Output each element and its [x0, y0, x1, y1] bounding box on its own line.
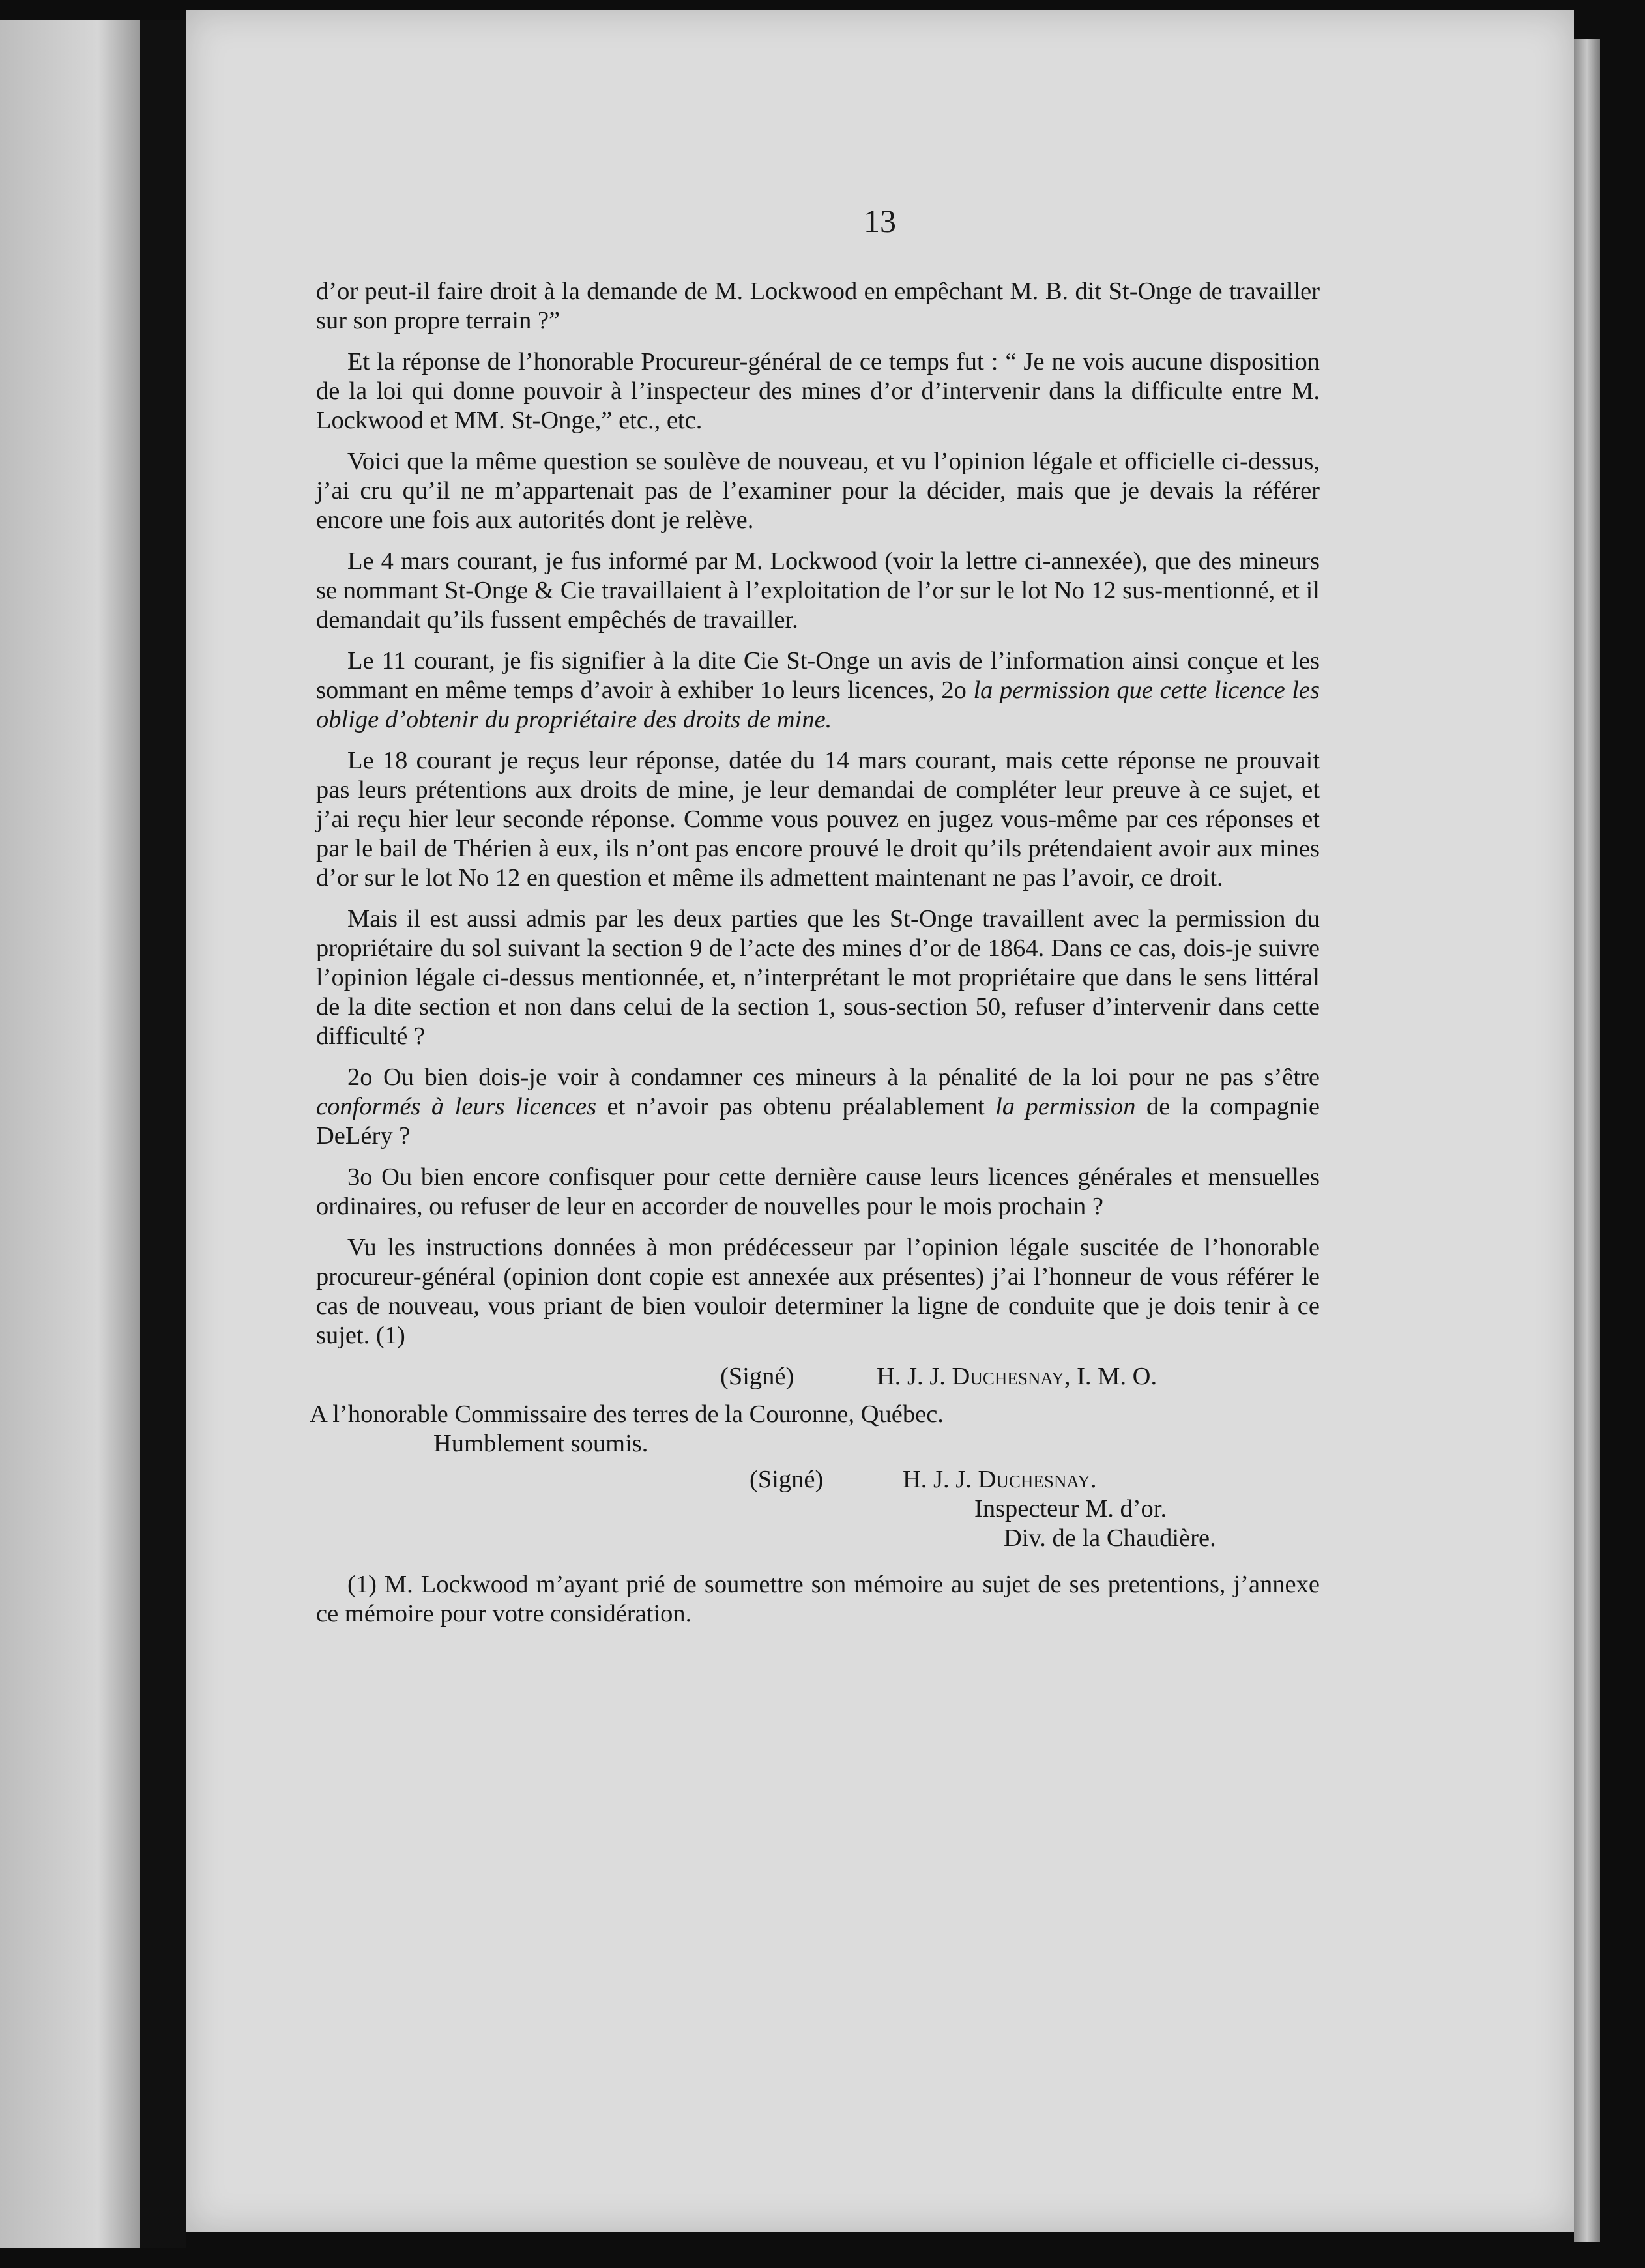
page-number: 13 [864, 203, 896, 239]
page-stack-edge [1574, 39, 1600, 2242]
body-text [310, 277, 1320, 1640]
paragraph-8-italic-d: la permission [995, 1093, 1136, 1120]
signature-name-2: H. J. J. Duchesnay. [903, 1466, 1097, 1493]
submission-line [316, 1429, 1320, 1459]
paragraph-5-text: Le 11 courant, je fis signifier à la dite Cie St-Onge un avis de l’information ainsi conçue et les sommant en même temps d’avoir à exhiber 1o leurs licences, 2o [316, 647, 1320, 704]
address-recipient: A l’honorable Commissaire des terres de la Couronne, Québec. [310, 1401, 944, 1428]
signature-block-1 [316, 1362, 1320, 1395]
book-gutter [140, 20, 186, 2248]
paragraph-8 [316, 1063, 1320, 1151]
address-line [310, 1400, 1320, 1429]
paragraph-2: Et la réponse de l’honorable Procureur-général de ce temps fut : “ Je ne vois aucune disposition de la loi qui donne pouvoir à l’inspecteur des mines d’or d’intervenir dans la difficulte entre M. Lockwood et MM. St-Onge,” etc., etc. [316, 348, 1320, 434]
signature-title-line-2 [316, 1524, 1320, 1553]
signature-block-2 [316, 1465, 1320, 1494]
signature-title-1: Inspecteur M. d’or. [974, 1495, 1167, 1522]
paragraph-10: Vu les instructions données à mon prédécesseur par l’opinion légale suscitée de l’honorable procureur-général (opinion dont copie est annexée aux présentes) j’ai l’honneur de vous référer le cas de nouveau, vous priant de bien vouloir determiner la ligne de conduite que je dois tenir à ce sujet. (1) [316, 1234, 1320, 1349]
paragraph-8-text-e: de la compagnie DeLéry ? [316, 1093, 1320, 1150]
signed-label-2: (Signé) [750, 1466, 824, 1493]
footnote: (1) M. Lockwood m’ayant prié de soumettre son mémoire au sujet de ses pretentions, j’annexe ce mémoire pour votre considération. [316, 1571, 1320, 1627]
paragraph-9: 3o Ou bien encore confisquer pour cette dernière cause leurs licences générales et mensuelles ordinaires, ou refuser de leur en accorder de nouvelles pour le mois prochain ? [316, 1163, 1320, 1220]
paragraph-6: Le 18 courant je reçus leur réponse, datée du 14 mars courant, mais cette réponse ne prouvait pas leurs prétentions aux droits de mine, je leur demandai de compléter leur preuve à ce sujet, et j’ai reçu hier leur seconde réponse. Comme vous pouvez en jugez vous-même par ces réponses et par le bail de Thérien à eux, ils n’ont pas encore prouvé le droit qu’ils prétendaient avoir aux mines d’or sur le lot No 12 en question et même ils admettent maintenant ne pas l’avoir, ce droit. [316, 747, 1320, 892]
signature-title-2: Div. de la Chaudière. [1004, 1524, 1216, 1552]
paragraph-8-italic-b: conformés à leurs licences [316, 1093, 597, 1120]
signature-title-line-1 [316, 1494, 1320, 1524]
facing-page-edge [0, 20, 140, 2248]
paragraph-3: Voici que la même question se soulève de nouveau, et vu l’opinion légale et officielle ci-dessus, j’ai cru qu’il ne m’appartenait pas de l’examiner pour la décider, mais que je devais la référer encore une fois aux autorités dont je relève. [316, 448, 1320, 534]
paragraph-8-text-a: 2o Ou bien dois-je voir à condamner ces mineurs à la pénalité de la loi pour ne pas s’être [347, 1064, 1320, 1091]
signed-label-1: (Signé) [720, 1363, 794, 1390]
paragraph-8-text-c: et n’avoir pas obtenu préalablement [596, 1093, 996, 1120]
paragraph-7: Mais il est aussi admis par les deux parties que les St-Onge travaillent avec la permission du propriétaire du sol suivant la section 9 de l’acte des mines d’or de 1864. Dans ce cas, dois-je suivre l’opinion légale ci-dessus mentionnée, et, n’interprétant le mot propriétaire que dans le sens littéral de la dite section et non dans celui de la section 1, sous-section 50, refuser d’intervenir dans cette difficulté ? [316, 905, 1320, 1050]
humbly-submitted: Humblement soumis. [433, 1430, 648, 1457]
signature-name-1: H. J. J. Duchesnay, I. M. O. [877, 1363, 1157, 1390]
paragraph-1: d’or peut-il faire droit à la demande de M. Lockwood en empêchant M. B. dit St-Onge de travailler sur son propre terrain ?” [316, 278, 1320, 334]
paragraph-5-italic: la permission que cette licence les oblige d’obtenir du propriétaire des droits de mine. [316, 676, 1320, 733]
paragraph-4: Le 4 mars courant, je fus informé par M. Lockwood (voir la lettre ci-annexée), que des mineurs se nommant St-Onge & Cie travaillaient à l’exploitation de l’or sur le lot No 12 sus-mentionné, et il demandait qu’ils fussent empêchés de travailler. [316, 547, 1320, 633]
document-page [186, 10, 1574, 2232]
paragraph-5 [316, 647, 1320, 734]
